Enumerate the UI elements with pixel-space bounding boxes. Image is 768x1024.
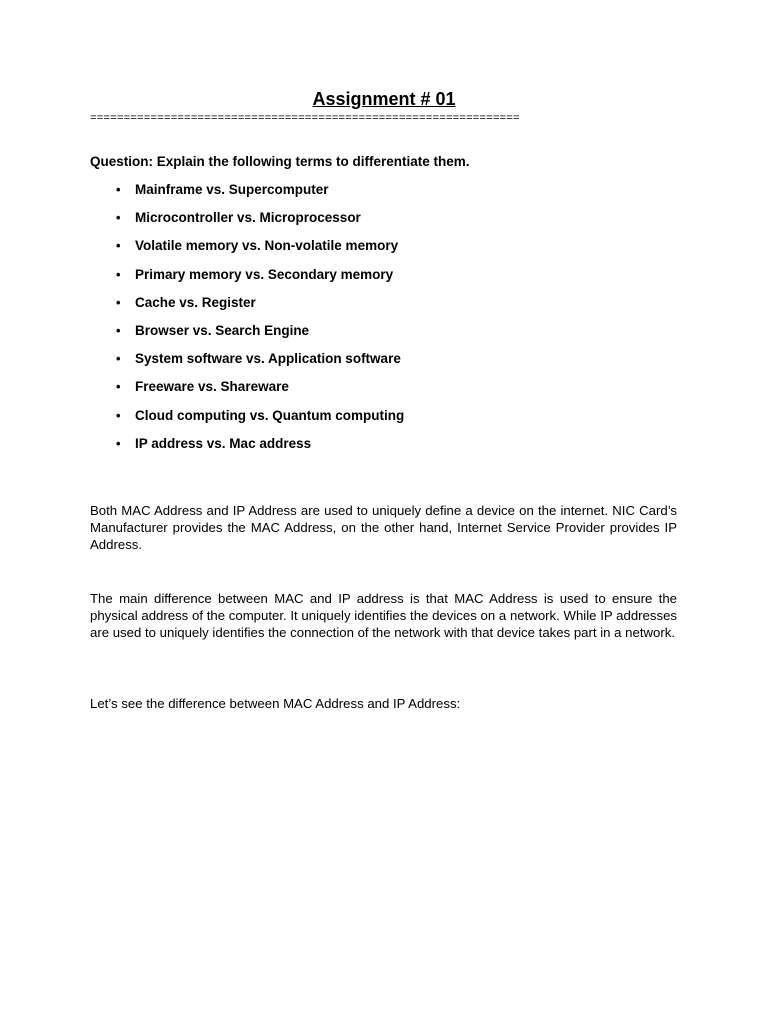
list-item bbox=[90, 378, 670, 406]
list-item-text: Cloud computing vs. Quantum computing bbox=[135, 407, 405, 423]
list-item-text: System software vs. Application software bbox=[135, 351, 401, 367]
list-item bbox=[90, 407, 670, 435]
paragraph-mac-ip-intro: Both MAC Address and IP Address are used to uniquely define a device on the internet. NIC Card’s Manufacturer provides the MAC Address, on the other hand, Internet Service Provider provides IP Address. bbox=[90, 503, 677, 553]
separator-line: ================================================================ bbox=[90, 113, 520, 125]
bullet-icon: • bbox=[116, 182, 121, 197]
question-heading: Question: Explain the following terms to differentiate them. bbox=[90, 154, 470, 169]
list-item-text: Mainframe vs. Supercomputer bbox=[135, 182, 329, 197]
bullet-icon: • bbox=[116, 379, 121, 395]
bullet-icon: • bbox=[116, 266, 121, 282]
list-item-text: Primary memory vs. Secondary memory bbox=[135, 266, 394, 282]
bullet-icon: • bbox=[116, 407, 121, 423]
bullet-icon: • bbox=[116, 351, 121, 367]
list-item bbox=[90, 435, 670, 463]
list-item bbox=[90, 294, 670, 322]
list-item-text: Volatile memory vs. Non-volatile memory bbox=[135, 238, 399, 254]
bullet-icon: • bbox=[116, 322, 121, 338]
list-item-text: Freeware vs. Shareware bbox=[135, 379, 289, 395]
list-item-text: Microcontroller vs. Microprocessor bbox=[135, 210, 361, 226]
paragraph-main-difference: The main difference between MAC and IP address is that MAC Address is used to ensure the physical address of the computer. It uniquely identifies the devices on a network. While IP addresses are used to uniquely identifies the connection of the network with that device takes part in a network. bbox=[90, 591, 677, 641]
bullet-icon: • bbox=[116, 294, 121, 310]
list-item bbox=[90, 350, 670, 378]
bullet-icon: • bbox=[116, 435, 121, 451]
paragraph-lead-in: Let’s see the difference between MAC Address and IP Address: bbox=[90, 696, 461, 712]
list-item bbox=[90, 181, 670, 209]
page-title: Assignment # 01 bbox=[312, 89, 456, 109]
list-item bbox=[90, 322, 670, 350]
list-item-text: Cache vs. Register bbox=[135, 294, 256, 310]
bullet-icon: • bbox=[116, 210, 121, 226]
bullet-icon: • bbox=[116, 238, 121, 254]
list-item-text: IP address vs. Mac address bbox=[135, 435, 312, 451]
list-item bbox=[90, 237, 670, 265]
list-item bbox=[90, 209, 670, 237]
terms-list bbox=[90, 181, 670, 463]
list-item-text: Browser vs. Search Engine bbox=[135, 322, 310, 338]
list-item bbox=[90, 266, 670, 294]
